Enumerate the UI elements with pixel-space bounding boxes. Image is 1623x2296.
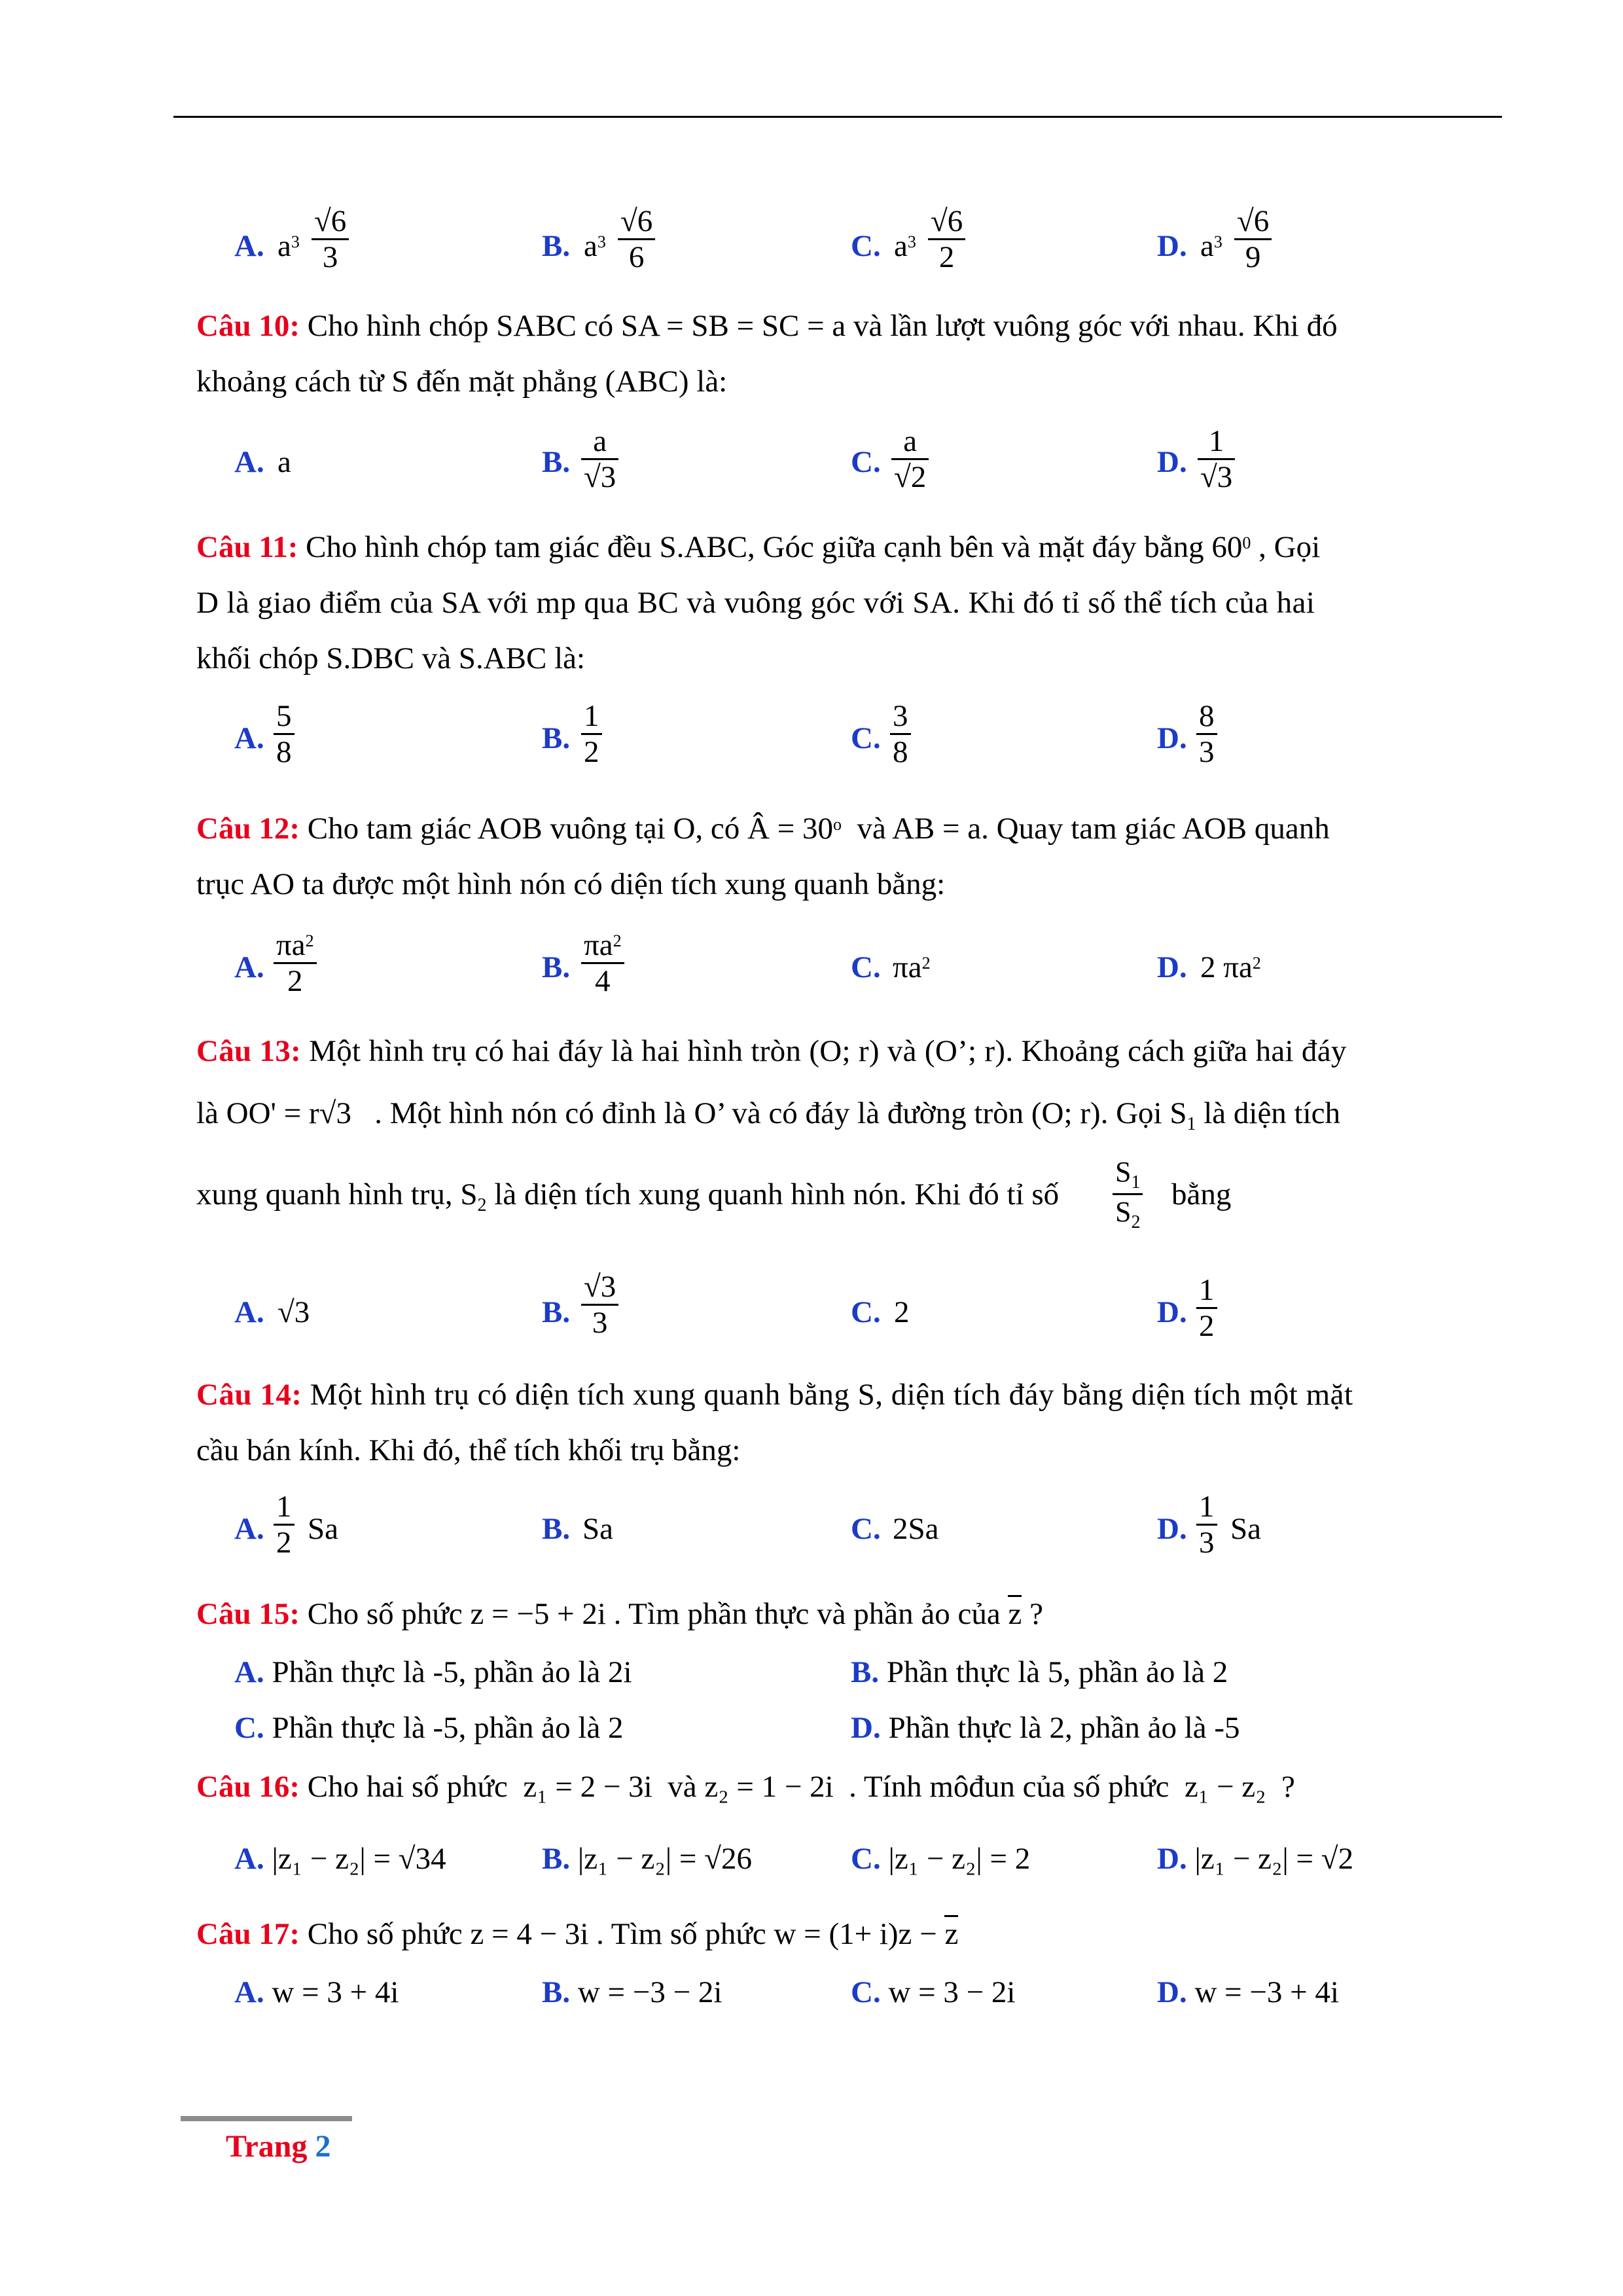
q13-option-b-fraction: $\frac{√3}{3}$	[581, 1270, 618, 1340]
q11-option-c-fraction: $\frac{3}{8}$	[890, 699, 911, 769]
q9-option-b-label: B.	[542, 229, 571, 263]
q16-option-a: A. |z₁ − z₂| = √34	[234, 1842, 446, 1876]
q14-option-a-label: A.	[234, 1512, 264, 1546]
q10-option-a-label: A.	[234, 445, 264, 479]
page-number: Trang 2	[226, 2129, 331, 2164]
q9-option-b-base: $a^3$	[584, 229, 606, 263]
q11-line1: Câu 11: Cho hình chóp tam giác đều S.ABC, Góc giữa cạnh bên và mặt đáy bằng $60^0$ , Gọi	[196, 530, 1321, 564]
q9-option-d-label: D.	[1157, 229, 1187, 263]
q9-option-a-fraction: $\frac{√6}{3}$	[312, 204, 349, 274]
q14-option-c-label: C.	[851, 1512, 881, 1546]
q14-line2: cầu bán kính. Khi đó, thể tích khối trụ bằng:	[196, 1433, 741, 1467]
q13-line2: là OO' = r√3 . Một hình nón có đỉnh là O’ và có đáy là đường tròn (O; r). Gọi $S_1$ là diện tích	[196, 1096, 1341, 1134]
q9-option-c-label: C.	[851, 229, 881, 263]
q15-zbar: z	[1008, 1595, 1022, 1631]
q13-option-d-label: D.	[1157, 1295, 1187, 1329]
q13-option-c-label: C.	[851, 1295, 881, 1329]
q14-option-c-text: 2Sa	[893, 1512, 939, 1546]
q16-option-d: D. |z₁ − z₂| = √2	[1157, 1842, 1354, 1876]
q11-option-d-fraction: $\frac{8}{3}$	[1196, 699, 1217, 769]
q16-option-b: B. |z₁ − z₂| = √26	[542, 1842, 752, 1876]
q17-option-b: B. w = −3 − 2i	[542, 1975, 722, 2009]
q9-option-b-fraction: $\frac{√6}{6}$	[618, 204, 655, 274]
q16-option-c: C. |z₁ − z₂| = 2	[851, 1842, 1031, 1876]
q15-option-a: A. Phần thực là -5, phần ảo là 2i	[234, 1655, 632, 1689]
q9-option-a-label: A.	[234, 229, 264, 263]
q10-option-b-label: B.	[542, 445, 571, 479]
q14-option-d-fraction: $\frac{1}{3}$	[1196, 1490, 1217, 1560]
q11-option-d-label: D.	[1157, 721, 1187, 755]
q13-option-d-fraction: $\frac{1}{2}$	[1196, 1273, 1217, 1343]
q12-angle: Â = $30^o$	[747, 812, 842, 846]
q14-option-a-post: Sa	[308, 1512, 338, 1546]
q9-option-d-fraction: $\frac{√6}{9}$	[1234, 204, 1272, 274]
q12-option-c-text: $\pi a^2$	[893, 950, 931, 984]
q12-option-d-text: 2 $\pi a^2$	[1200, 950, 1261, 984]
q15-option-d: D. Phần thực là 2, phần ảo là -5	[851, 1711, 1240, 1745]
header-rule	[173, 116, 1502, 118]
q12-option-b-fraction: $\frac{\pi a^2}{4}$	[581, 928, 624, 998]
q11-option-b-label: B.	[542, 721, 571, 755]
q14-option-a-fraction: $\frac{1}{2}$	[274, 1490, 294, 1560]
q13-option-a-text: √3	[277, 1295, 310, 1329]
q12-option-a-fraction: $\frac{\pi a^2}{2}$	[274, 928, 317, 998]
q11-option-a-fraction: $\frac{5}{8}$	[274, 699, 294, 769]
q10-option-c-fraction: $\frac{a}{√2}$	[891, 424, 929, 494]
q14-option-d-label: D.	[1157, 1512, 1187, 1546]
q17-zbar: z	[944, 1915, 958, 1951]
q14-option-b-text: Sa	[582, 1512, 613, 1546]
q16-line1: Câu 16: Cho hai số phức z₁ = 2 − 3i và z₂ = 1 − 2i . Tính môđun của số phức z₁ − z₂ ?	[196, 1770, 1295, 1804]
q9-option-a-base: $a^3$	[277, 229, 300, 263]
q9-option-d-base: $a^3$	[1200, 229, 1222, 263]
q14-option-d-post: Sa	[1230, 1512, 1261, 1546]
q10-option-c-label: C.	[851, 445, 881, 479]
q17-option-d: D. w = −3 + 4i	[1157, 1975, 1339, 2009]
q12-line2: trục AO ta được một hình nón có diện tích xung quanh bằng:	[196, 867, 946, 901]
q13-ratio-fraction: $\frac{S_1}{S_2}$	[1113, 1155, 1143, 1233]
q12-option-c-label: C.	[851, 950, 881, 984]
q14-option-b-label: B.	[542, 1512, 571, 1546]
q12-line1: Câu 12: Cho tam giác AOB vuông tại O, có Â = $30^o$ và AB = a. Quay tam giác AOB quanh	[196, 812, 1330, 846]
q11-option-a-label: A.	[234, 721, 264, 755]
q13-line3: xung quanh hình trụ, $S_2$ là diện tích xung quanh hình nón. Khi đó tỉ số	[196, 1177, 1060, 1215]
q13-line3-end: bằng	[1171, 1177, 1232, 1211]
q12-option-b-label: B.	[542, 950, 571, 984]
q15-line1: Câu 15: Cho số phức z = −5 + 2i . Tìm phần thực và phần ảo của z ?	[196, 1596, 1043, 1632]
q12-option-a-label: A.	[234, 950, 264, 984]
q11-option-c-label: C.	[851, 721, 881, 755]
q17-line1: Câu 17: Cho số phức z = 4 − 3i . Tìm số phức w = (1+ i)z − z	[196, 1916, 958, 1952]
q11-line3: khối chóp S.DBC và S.ABC là:	[196, 641, 586, 675]
q11-line2: D là giao điểm của SA với mp qua BC và vuông góc với SA. Khi đó tỉ số thể tích của hai	[196, 586, 1315, 620]
q10-option-a-text: a	[277, 445, 291, 479]
q13-line1: Câu 13: Một hình trụ có hai đáy là hai hình tròn (O; r) và (O’; r). Khoảng cách giữa hai đáy	[196, 1034, 1347, 1068]
q13-option-c-text: 2	[894, 1295, 910, 1329]
q14-line1: Câu 14: Một hình trụ có diện tích xung quanh bằng S, diện tích đáy bằng diện tích một mặt	[196, 1378, 1353, 1412]
q15-option-c: C. Phần thực là -5, phần ảo là 2	[234, 1711, 624, 1745]
q10-line2: khoảng cách từ S đến mặt phẳng (ABC) là:	[196, 365, 728, 399]
q11-option-b-fraction: $\frac{1}{2}$	[581, 699, 602, 769]
q10-option-d-label: D.	[1157, 445, 1187, 479]
q17-option-c: C. w = 3 − 2i	[851, 1975, 1016, 2009]
q9-option-c-fraction: $\frac{√6}{2}$	[928, 204, 965, 274]
q10-option-b-fraction: $\frac{a}{√3}$	[581, 424, 618, 494]
q10-line1: Câu 10: Cho hình chóp SABC có SA = SB = SC = a và lần lượt vuông góc với nhau. Khi đó	[196, 309, 1338, 343]
q13-option-b-label: B.	[542, 1295, 571, 1329]
q15-option-b: B. Phần thực là 5, phần ảo là 2	[851, 1655, 1228, 1689]
q9-option-c-base: $a^3$	[894, 229, 916, 263]
q17-option-a: A. w = 3 + 4i	[234, 1975, 399, 2009]
q13-option-a-label: A.	[234, 1295, 264, 1329]
q12-option-d-label: D.	[1157, 950, 1187, 984]
footer-bar	[181, 2116, 352, 2121]
q10-option-d-fraction: $\frac{1}{√3}$	[1198, 424, 1235, 494]
